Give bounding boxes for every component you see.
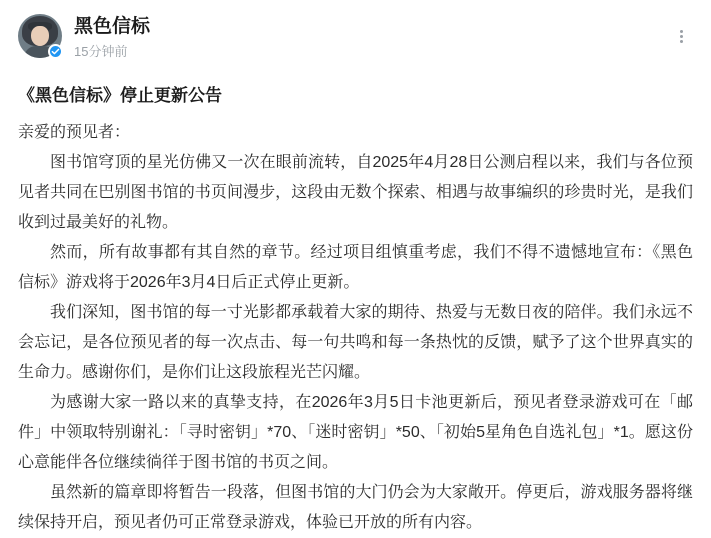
scroll-rail[interactable] <box>705 0 709 445</box>
post-header <box>18 14 693 68</box>
post-paragraph: 我们深知，图书馆的每一寸光影都承载着大家的期待、热爱与无数日夜的陪伴。我们永远不会忘记，是各位预见者的每一次点击、每一句共鸣和每一条热忱的反馈，赋予了这个世界真实的生命力。感谢你们，是你们让这段旅程光芒闪耀。 <box>18 304 693 381</box>
author-name[interactable]: 黑色信标 <box>74 16 151 37</box>
more-options-icon[interactable] <box>671 26 691 46</box>
post-paragraph: 为感谢大家一路以来的真挚支持，在2026年3月5日卡池更新后，预见者登录游戏可在「邮件」中领取特别谢礼：「寻时密钥」*70、「迷时密钥」*50、「初始5星角色自选礼包」*1。愿这份心意能伴各位继续徜徉于图书馆的书页之间。 <box>18 394 693 471</box>
post-paragraph: 亲爱的预见者： <box>18 124 131 141</box>
post-meta <box>74 14 150 62</box>
post-content <box>18 68 693 538</box>
verified-badge-icon <box>48 44 63 59</box>
post-timestamp: 15分钟前 <box>74 44 128 59</box>
post-title: 《黑色信标》停止更新公告 <box>18 86 222 105</box>
post-paragraph: 然而，所有故事都有其自然的章节。经过项目组慎重考虑，我们不得不遗憾地宣布：《黑色信标》游戏将于2026年3月4日后正式停止更新。 <box>18 244 693 291</box>
avatar[interactable] <box>18 14 62 58</box>
post-paragraph: 虽然新的篇章即将暂告一段落，但图书馆的大门仍会为大家敞开。停更后，游戏服务器将继续保持开启，预见者仍可正常登录游戏，体验已开放的所有内容。 <box>18 484 693 531</box>
post-paragraph: 图书馆穹顶的星光仿佛又一次在眼前流转，自2025年4月28日公测启程以来，我们与各位预见者共同在巴别图书馆的书页间漫步，这段由无数个探索、相遇与故事编织的珍贵时光，是我们收到过最美好的礼物。 <box>18 154 693 231</box>
